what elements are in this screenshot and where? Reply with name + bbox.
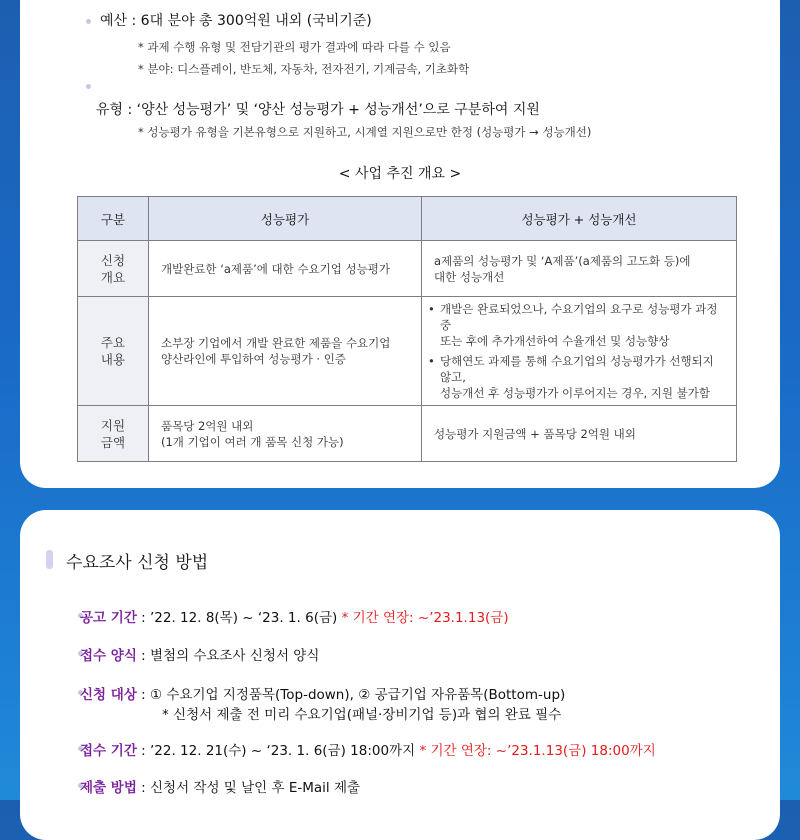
row-eval-cell: 품목당 2억원 내외 (1개 기업이 여러 개 품목 신청 가능) [149,406,422,462]
budget-note-2: * 분야: 디스플레이, 반도체, 자동차, 전자전기, 기계금속, 기초화학 [138,62,470,76]
apply-item-target-note: * 신청서 제출 전 미리 수요기업(패널·장비기업 등)과 협의 완료 필수 [162,707,562,723]
row-category: 주요 내용 [78,297,149,406]
list-item: • 당해연도 과제를 통해 수요기업의 성능평가가 선행되지 않고, 성능개선 후 성능평가가 이루어지는 경우, 지원 불가함 [428,353,724,401]
apply-item-period: 공고 기간 : ’22. 12. 8(목) ~ ‘23. 1. 6(금) * 기간 연장: ~’23.1.13(금) [80,610,509,626]
row-category: 지원 금액 [78,406,149,462]
overview-caption: < 사업 추진 개요 > [338,166,462,182]
apply-item-submit: 제출 방법 : 신청서 작성 및 날인 후 E-Mail 제출 [80,780,361,796]
budget-label: 예산 : 6대 분야 총 300억원 내외 (국비기준) [100,13,372,29]
table-row [78,297,737,406]
row-eval-improve-cell: 성능평가 지원금액 + 품목당 2억원 내외 [422,406,737,462]
table-header-eval: 성능평가 [149,197,422,241]
section-marker [46,550,53,569]
table-row [78,241,737,297]
row-eval-cell: 개발완료한 ‘a제품’에 대한 수요기업 성능평가 [149,241,422,297]
bullet-dot [86,19,91,24]
bullet-dot [86,84,91,89]
overview-card [20,0,780,488]
list-item: • 개발은 완료되었으나, 수요기업의 요구로 성능평가 과정 중 또는 후에 추가개선하여 수율개선 및 성능향상 [428,301,724,349]
table-row [78,406,737,462]
table-header-row [78,197,737,241]
apply-item-receipt: 접수 기간 : ’22. 12. 21(수) ~ ‘23. 1. 6(금) 18:00까지 * 기간 연장: ~’23.1.13(금) 18:00까지 [80,743,656,759]
overview-table [77,196,737,462]
row-eval-improve-cell [422,297,737,406]
apply-card [20,510,780,840]
type-label: 유형 : ‘양산 성능평가’ 및 ‘양산 성능평가 + 성능개선’으로 구분하여 지원 [96,102,540,118]
apply-item-target: 신청 대상 : ① 수요기업 지정품목(Top-down), ② 공급기업 자유품목(Bottom-up) [80,687,566,703]
apply-item-form: 접수 양식 : 별첨의 수요조사 신청서 양식 [80,648,320,664]
table-header-cat: 구분 [78,197,149,241]
row-eval-improve-cell: a제품의 성능평가 및 ‘A제품’(a제품의 고도화 등)에 대한 성능개선 [422,241,737,297]
row-category: 신청 개요 [78,241,149,297]
budget-note-1: * 과제 수행 유형 및 전담기관의 평가 결과에 따라 다를 수 있음 [138,40,451,54]
section-title: 수요조사 신청 방법 [66,553,209,573]
table-header-eval-improve: 성능평가 + 성능개선 [422,197,737,241]
row-eval-cell: 소부장 기업에서 개발 완료한 제품을 수요기업 양산라인에 투입하여 성능평가 · 인증 [149,297,422,406]
type-note: * 성능평가 유형을 기본유형으로 지원하고, 시계열 지원으로만 한정 (성능평가 → 성능개선) [138,125,592,139]
